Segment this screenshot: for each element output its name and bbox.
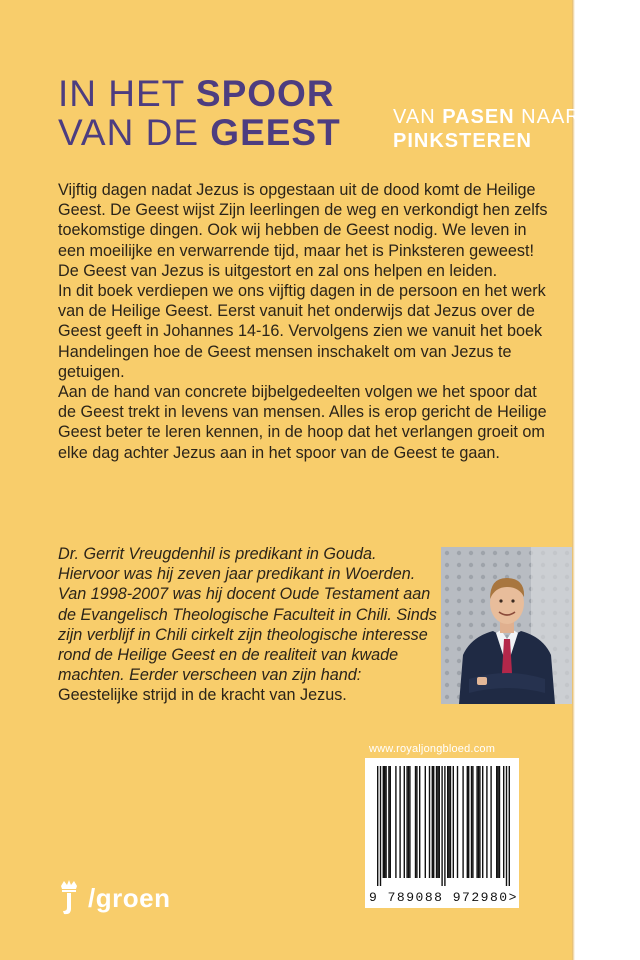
barcode-bar — [390, 766, 391, 878]
barcode-bar — [478, 766, 479, 878]
barcode-bar — [490, 766, 491, 878]
author-portrait-icon — [441, 547, 572, 704]
blurb — [58, 180, 558, 463]
barcode-bar — [408, 766, 409, 878]
barcode-bar — [462, 766, 463, 878]
barcode-bar — [436, 766, 437, 878]
author-photo — [441, 547, 572, 704]
subtitle-prefix: VAN — [393, 106, 443, 128]
barcode-bar — [482, 766, 483, 878]
barcode-bar — [437, 766, 438, 878]
barcode-bar — [416, 766, 417, 878]
subtitle-line-1 — [393, 105, 581, 129]
barcode-bar — [472, 766, 473, 878]
author-bio-italic: Dr. Gerrit Vreugdenhil is predikant in Gouda. Hiervoor was hij zeven jaar predikant in Woerden. Van 1998-2007 was hij docent Oude Testament aan de Evangelisch Theologische Faculteit in Chili. Sinds zijn verblijf in Chili cirkelt zijn theologische interesse rond de Heilige Geest en de realiteit van kwade machten. Eerder verscheen van zijn hand: — [58, 545, 437, 685]
author-bio — [58, 544, 438, 706]
barcode-bar — [441, 766, 442, 886]
title-prefix-1: IN HET — [58, 73, 196, 114]
barcode-bar — [457, 766, 458, 878]
crown-j-icon — [58, 880, 80, 916]
barcode-bar — [384, 766, 385, 878]
barcode-bar — [432, 766, 433, 878]
barcode-bar — [499, 766, 500, 878]
barcode-bar — [404, 766, 405, 878]
barcode-bar — [433, 766, 434, 878]
barcode-bar — [497, 766, 498, 878]
isbn-barcode — [365, 758, 519, 908]
subtitle-suffix: NAAR — [514, 106, 581, 128]
barcode-bar — [406, 766, 407, 878]
title-prefix-2: VAN DE — [58, 112, 211, 153]
publisher-name: /groen — [88, 882, 171, 913]
barcode-bar — [395, 766, 396, 878]
barcode-bar — [471, 766, 472, 878]
barcode-bar — [447, 766, 448, 878]
barcode-bar — [468, 766, 469, 878]
subtitle-bold-1: PASEN — [442, 106, 515, 128]
book-subtitle — [393, 105, 581, 153]
isbn-number — [369, 890, 518, 905]
barcode-bar — [388, 766, 389, 878]
barcode-bar — [503, 766, 504, 878]
barcode-bar — [409, 766, 410, 878]
barcode-bar — [429, 766, 430, 878]
barcode-bar — [486, 766, 487, 878]
barcode-bar — [496, 766, 497, 878]
barcode-bar — [419, 766, 420, 878]
barcode-bar — [467, 766, 468, 878]
isbn-group-2: 972980 — [452, 890, 509, 905]
title-line-2 — [58, 113, 341, 152]
isbn-first-digit: 9 — [369, 890, 379, 905]
barcode-bar — [385, 766, 386, 878]
title-line-1 — [58, 74, 341, 113]
barcode-bar — [444, 766, 445, 886]
blurb-paragraph: Aan de hand van concrete bijbelgedeelten volgen we het spoor dat de Geest trekt in levens van mensen. Alles is erop gericht de Heilige Geest beter te leren kennen, in de hoop dat het verlangen groeit om elke dag achter Jezus aan in het spoor van de Geest te gaan. — [58, 383, 547, 462]
isbn-marker: > — [508, 890, 518, 905]
barcode-bar — [450, 766, 451, 878]
barcode-bar — [380, 766, 381, 886]
barcode-bar — [453, 766, 454, 878]
barcode-bar — [509, 766, 510, 886]
barcode-bar — [479, 766, 480, 878]
barcode-bar — [476, 766, 477, 878]
publisher-website: www.royaljongbloed.com — [369, 743, 496, 755]
author-bio-text — [58, 544, 438, 706]
barcode-bar — [377, 766, 378, 886]
barcode-bar — [399, 766, 400, 878]
barcode-bar — [448, 766, 449, 878]
blurb-paragraph: Vijftig dagen nadat Jezus is opgestaan uit de dood komt de Heilige Geest. De Geest wijst Zijn leerlingen de weg en verkondigt hen zelfs toekomstige dingen. Ook wij hebben de Geest nodig. We leven in een moeilijke en verwarrende tijd, maar het is Pinksteren geweest! De Geest van Jezus is uitgestort en zal ons helpen en leiden. — [58, 181, 548, 280]
previous-book-title: Geestelijke strijd in de kracht van Jezus. — [58, 686, 347, 705]
isbn-group-1: 789088 — [387, 890, 444, 905]
title-bold-2: GEEST — [210, 112, 341, 153]
blurb-paragraph: In dit boek verdiepen we ons vijftig dagen in de persoon en het werk van de Heilige Geest. Eerst vanuit het onderwijs dat Jezus over de Geest geeft in Johannes 14-16. Vervolgens zien we vanuit het boek Handelingen hoe de Geest mensen inschakelt om van Jezus te getuigen. — [58, 282, 546, 381]
subtitle-line-2 — [393, 129, 581, 153]
barcode-bar — [383, 766, 384, 878]
barcode-icon — [365, 758, 519, 890]
publisher-logo — [58, 878, 170, 918]
barcode-bar — [439, 766, 440, 878]
barcode-bar — [415, 766, 416, 878]
barcode-bar — [425, 766, 426, 878]
title-bold-1: SPOOR — [195, 73, 335, 114]
barcode-bar — [506, 766, 507, 886]
subtitle-bold-2: PINKSTEREN — [393, 130, 532, 152]
book-title — [58, 74, 341, 152]
